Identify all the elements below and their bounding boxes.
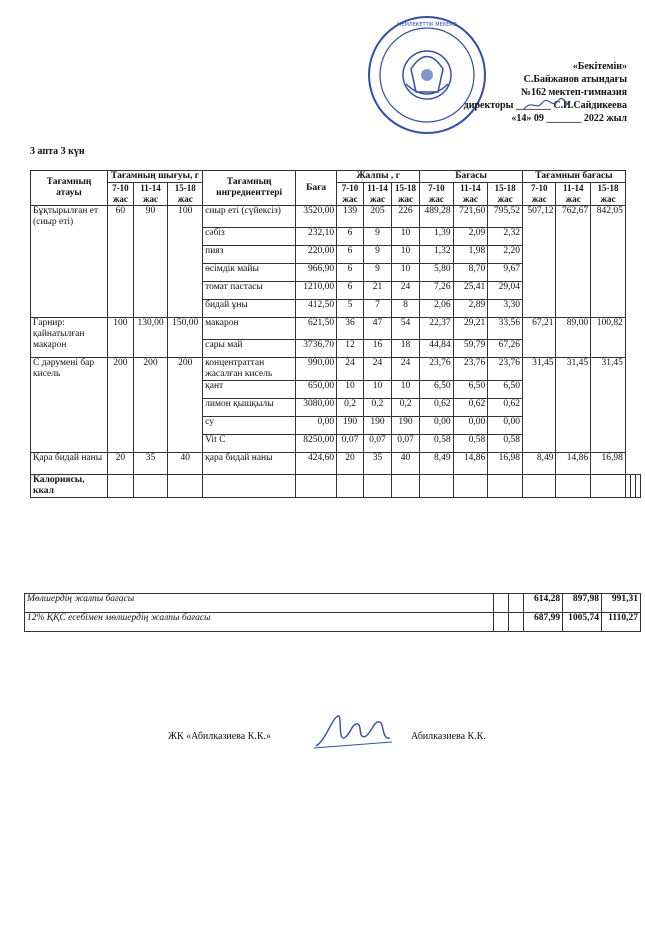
ingredient-cost: 6,50 (453, 381, 488, 399)
dish-cost: 16,98 (591, 453, 626, 475)
dish-cost: 67,21 (523, 318, 556, 358)
ingredient-cost: 59,79 (453, 340, 488, 358)
ingredient-weight: 10 (391, 264, 419, 282)
ingredient-price: 232,10 (296, 228, 337, 246)
empty-cell (509, 594, 524, 613)
total-value: 1005,74 (563, 613, 602, 632)
ingredient-price: 1210,00 (296, 282, 337, 300)
ingredient-cost: 1,32 (420, 246, 453, 264)
ingredient-weight: 139 (337, 206, 364, 228)
ingredient-cost: 7,26 (420, 282, 453, 300)
ingredient-price: 966,90 (296, 264, 337, 282)
ingredient-weight: 54 (391, 318, 419, 340)
ingredient-price: 0,00 (296, 417, 337, 435)
signature-right: Абилказиева К.К. (411, 731, 486, 742)
empty-cell (203, 475, 296, 498)
ingredient-name: су (203, 417, 296, 435)
ingredient-price: 3736,70 (296, 340, 337, 358)
ingredient-cost: 0,58 (453, 435, 488, 453)
ingredient-weight: 9 (363, 264, 391, 282)
empty-cell (591, 475, 626, 498)
dish-cost: 762,67 (556, 206, 591, 318)
ingredient-weight: 6 (337, 228, 364, 246)
ingredient-weight: 205 (363, 206, 391, 228)
empty-cell (363, 475, 391, 498)
ingredient-weight: 0,2 (363, 399, 391, 417)
age-header: 11-14 жас (556, 183, 591, 206)
ingredient-price: 220,00 (296, 246, 337, 264)
col-dish-cost: Тағамнын бағасы (523, 171, 626, 183)
empty-cell (523, 475, 556, 498)
empty-cell (453, 475, 488, 498)
totals-label: Мөлшердің жалпы бағасы (25, 594, 494, 613)
ingredient-weight: 10 (337, 381, 364, 399)
ingredient-weight: 0,07 (391, 435, 419, 453)
age-header: 7-10 жас (337, 183, 364, 206)
ingredient-cost: 0,58 (488, 435, 523, 453)
ingredient-cost: 29,21 (453, 318, 488, 340)
age-header: 7-10 жас (523, 183, 556, 206)
table-row (31, 358, 641, 381)
empty-cell (168, 475, 203, 498)
dish-output: 200 (168, 358, 203, 453)
empty-cell (488, 475, 523, 498)
ingredient-cost: 22,37 (420, 318, 453, 340)
empty-cell (420, 475, 453, 498)
ingredient-price: 8250,00 (296, 435, 337, 453)
menu-table (30, 170, 641, 498)
dish-cost: 14,86 (556, 453, 591, 475)
ingredient-cost: 489,28 (420, 206, 453, 228)
ingredient-weight: 6 (337, 264, 364, 282)
dish-output: 130,00 (133, 318, 168, 358)
empty-cell (509, 613, 524, 632)
table-row (31, 453, 641, 475)
approval-line-school: С.Байжанов атындағы (523, 74, 627, 85)
ingredient-price: 650,00 (296, 381, 337, 399)
approval-line-director: директоры _______ С.И.Сайдикеева (463, 100, 627, 111)
ingredient-cost: 5,80 (420, 264, 453, 282)
age-header: 11-14 жас (453, 183, 488, 206)
approval-line-number: №162 мектеп-гимназия (520, 87, 627, 98)
ingredient-weight: 20 (337, 453, 364, 475)
empty-cell (133, 475, 168, 498)
ingredient-weight: 10 (391, 381, 419, 399)
dish-cost: 31,45 (556, 358, 591, 453)
ingredient-name: бидай ұны (203, 300, 296, 318)
ingredient-weight: 35 (363, 453, 391, 475)
ingredient-cost: 2,32 (488, 228, 523, 246)
age-header: 7-10 жас (420, 183, 453, 206)
ingredient-cost: 23,76 (453, 358, 488, 381)
age-header: 15-18 жас (488, 183, 523, 206)
age-header: 11-14 жас (133, 183, 168, 206)
col-output: Тағамның шығуы, г (108, 171, 203, 183)
ingredient-weight: 21 (363, 282, 391, 300)
ingredient-price: 621,50 (296, 318, 337, 340)
ingredient-weight: 40 (391, 453, 419, 475)
ingredient-name: өсімдік майы (203, 264, 296, 282)
ingredient-weight: 6 (337, 246, 364, 264)
ingredient-name: лимон қышқылы (203, 399, 296, 417)
ingredient-name: томат пастасы (203, 282, 296, 300)
ingredient-cost: 1,39 (420, 228, 453, 246)
dish-output: 200 (108, 358, 134, 453)
ingredient-cost: 67,26 (488, 340, 523, 358)
approval-block (397, 60, 627, 125)
empty-cell (337, 475, 364, 498)
ingredient-cost: 721,60 (453, 206, 488, 228)
dish-name: Қара бидай наны (31, 453, 108, 475)
ingredient-cost: 14,86 (453, 453, 488, 475)
empty-cell (108, 475, 134, 498)
ingredient-cost: 795,52 (488, 206, 523, 228)
ingredient-weight: 9 (363, 228, 391, 246)
ingredient-price: 412,50 (296, 300, 337, 318)
ingredient-name: қант (203, 381, 296, 399)
ingredient-weight: 10 (363, 381, 391, 399)
calories-label: Калориясы, ккал (31, 475, 108, 498)
ingredient-weight: 0,2 (337, 399, 364, 417)
col-cost: Бағасы (420, 171, 523, 183)
ingredient-name: концентраттан жасалған кисель (203, 358, 296, 381)
age-header: 7-10 жас (108, 183, 134, 206)
ingredient-weight: 24 (391, 282, 419, 300)
age-header: 15-18 жас (168, 183, 203, 206)
ingredient-weight: 190 (363, 417, 391, 435)
ingredient-cost: 23,76 (420, 358, 453, 381)
ingredient-cost: 6,50 (420, 381, 453, 399)
ingredient-weight: 24 (391, 358, 419, 381)
dish-cost: 100,82 (591, 318, 626, 358)
total-value: 897,98 (563, 594, 602, 613)
col-dish: Тағамның атауы (31, 171, 108, 206)
ingredient-cost: 2,20 (488, 246, 523, 264)
handwritten-signature (312, 710, 398, 754)
ingredient-cost: 6,50 (488, 381, 523, 399)
totals-row (25, 613, 641, 632)
ingredient-cost: 0,58 (420, 435, 453, 453)
week-day-label: 3 апта 3 күн (30, 146, 85, 157)
dish-name: Гарнир: қайнатылған макарон (31, 318, 108, 358)
ingredient-cost: 25,41 (453, 282, 488, 300)
col-ingredients: Тағамның ингредиенттері (203, 171, 296, 206)
ingredient-cost: 8,70 (453, 264, 488, 282)
ingredient-weight: 47 (363, 318, 391, 340)
ingredient-weight: 0,2 (391, 399, 419, 417)
ingredient-price: 3080,00 (296, 399, 337, 417)
dish-output: 60 (108, 206, 134, 318)
ingredient-cost: 0,62 (420, 399, 453, 417)
empty-cell (391, 475, 419, 498)
dish-cost: 31,45 (591, 358, 626, 453)
ingredient-weight: 36 (337, 318, 364, 340)
age-header: 11-14 жас (363, 183, 391, 206)
ingredient-weight: 6 (337, 282, 364, 300)
ingredient-name: сәбіз (203, 228, 296, 246)
ingredient-cost: 23,76 (488, 358, 523, 381)
ingredient-cost: 0,62 (453, 399, 488, 417)
ingredient-price: 424,60 (296, 453, 337, 475)
empty-cell (296, 475, 337, 498)
ingredient-weight: 12 (337, 340, 364, 358)
empty-cell (494, 594, 509, 613)
calories-row (31, 475, 641, 498)
total-value: 991,31 (602, 594, 641, 613)
signature-left: ЖК «Абилказиева К.К.» (168, 731, 272, 742)
ingredient-weight: 9 (363, 246, 391, 264)
ingredient-cost: 2,06 (420, 300, 453, 318)
dish-output: 90 (133, 206, 168, 318)
ingredient-cost: 44,84 (420, 340, 453, 358)
dish-cost: 507,12 (523, 206, 556, 318)
dish-cost: 31,45 (523, 358, 556, 453)
dish-output: 150,00 (168, 318, 203, 358)
ingredient-weight: 10 (391, 228, 419, 246)
dish-cost: 89,00 (556, 318, 591, 358)
empty-cell (556, 475, 591, 498)
ingredient-weight: 190 (337, 417, 364, 435)
ingredient-price: 3520,00 (296, 206, 337, 228)
dish-output: 100 (108, 318, 134, 358)
table-row (31, 318, 641, 340)
dish-cost: 842,05 (591, 206, 626, 318)
ingredient-cost: 3,30 (488, 300, 523, 318)
ingredient-cost: 0,00 (488, 417, 523, 435)
director-signature (522, 97, 572, 113)
totals-row (25, 594, 641, 613)
dish-output: 35 (133, 453, 168, 475)
empty-cell (494, 613, 509, 632)
dish-name: Бұқтырылған ет (сиыр еті) (31, 206, 108, 318)
svg-text:МЕМЛЕКЕТТІК МЕКЕМЕ: МЕМЛЕКЕТТІК МЕКЕМЕ (397, 22, 457, 28)
empty-cell (635, 475, 640, 498)
ingredient-weight: 5 (337, 300, 364, 318)
ingredient-cost: 33,56 (488, 318, 523, 340)
dish-output: 20 (108, 453, 134, 475)
ingredient-cost: 9,67 (488, 264, 523, 282)
ingredient-weight: 226 (391, 206, 419, 228)
dish-output: 200 (133, 358, 168, 453)
col-price: Баға (296, 171, 337, 206)
ingredient-cost: 29,04 (488, 282, 523, 300)
ingredient-cost: 0,00 (420, 417, 453, 435)
totals-table (24, 593, 641, 632)
approval-title: «Бекітемін» (572, 61, 627, 72)
ingredient-weight: 0,07 (363, 435, 391, 453)
ingredient-name: пияз (203, 246, 296, 264)
total-value: 687,99 (524, 613, 563, 632)
ingredient-weight: 16 (363, 340, 391, 358)
ingredient-cost: 2,09 (453, 228, 488, 246)
ingredient-name: қара бидай наны (203, 453, 296, 475)
dish-name: С дәрумені бар кисель (31, 358, 108, 453)
ingredient-weight: 7 (363, 300, 391, 318)
ingredient-weight: 18 (391, 340, 419, 358)
ingredient-name: сары май (203, 340, 296, 358)
dish-cost: 8,49 (523, 453, 556, 475)
total-value: 1110,27 (602, 613, 641, 632)
ingredient-cost: 0,00 (453, 417, 488, 435)
ingredient-cost: 0,62 (488, 399, 523, 417)
ingredient-weight: 8 (391, 300, 419, 318)
ingredient-weight: 0,07 (337, 435, 364, 453)
ingredient-weight: 10 (391, 246, 419, 264)
ingredient-cost: 8,49 (420, 453, 453, 475)
dish-output: 40 (168, 453, 203, 475)
ingredient-cost: 2,89 (453, 300, 488, 318)
ingredient-weight: 190 (391, 417, 419, 435)
ingredient-cost: 16,98 (488, 453, 523, 475)
age-header: 15-18 жас (591, 183, 626, 206)
ingredient-price: 990,00 (296, 358, 337, 381)
ingredient-name: макарон (203, 318, 296, 340)
age-header: 15-18 жас (391, 183, 419, 206)
dish-output: 100 (168, 206, 203, 318)
ingredient-weight: 24 (337, 358, 364, 381)
ingredient-cost: 1,98 (453, 246, 488, 264)
total-value: 614,28 (524, 594, 563, 613)
ingredient-weight: 24 (363, 358, 391, 381)
ingredient-name: сиыр еті (сүйексіз) (203, 206, 296, 228)
totals-label: 12% ҚҚС есебімен мөлшердің жалпы бағасы (25, 613, 494, 632)
col-total: Жалпы , г (337, 171, 420, 183)
approval-line-date: «14» 09 _______ 2022 жыл (511, 113, 627, 124)
ingredient-name: Vit C (203, 435, 296, 453)
table-row (31, 206, 641, 228)
